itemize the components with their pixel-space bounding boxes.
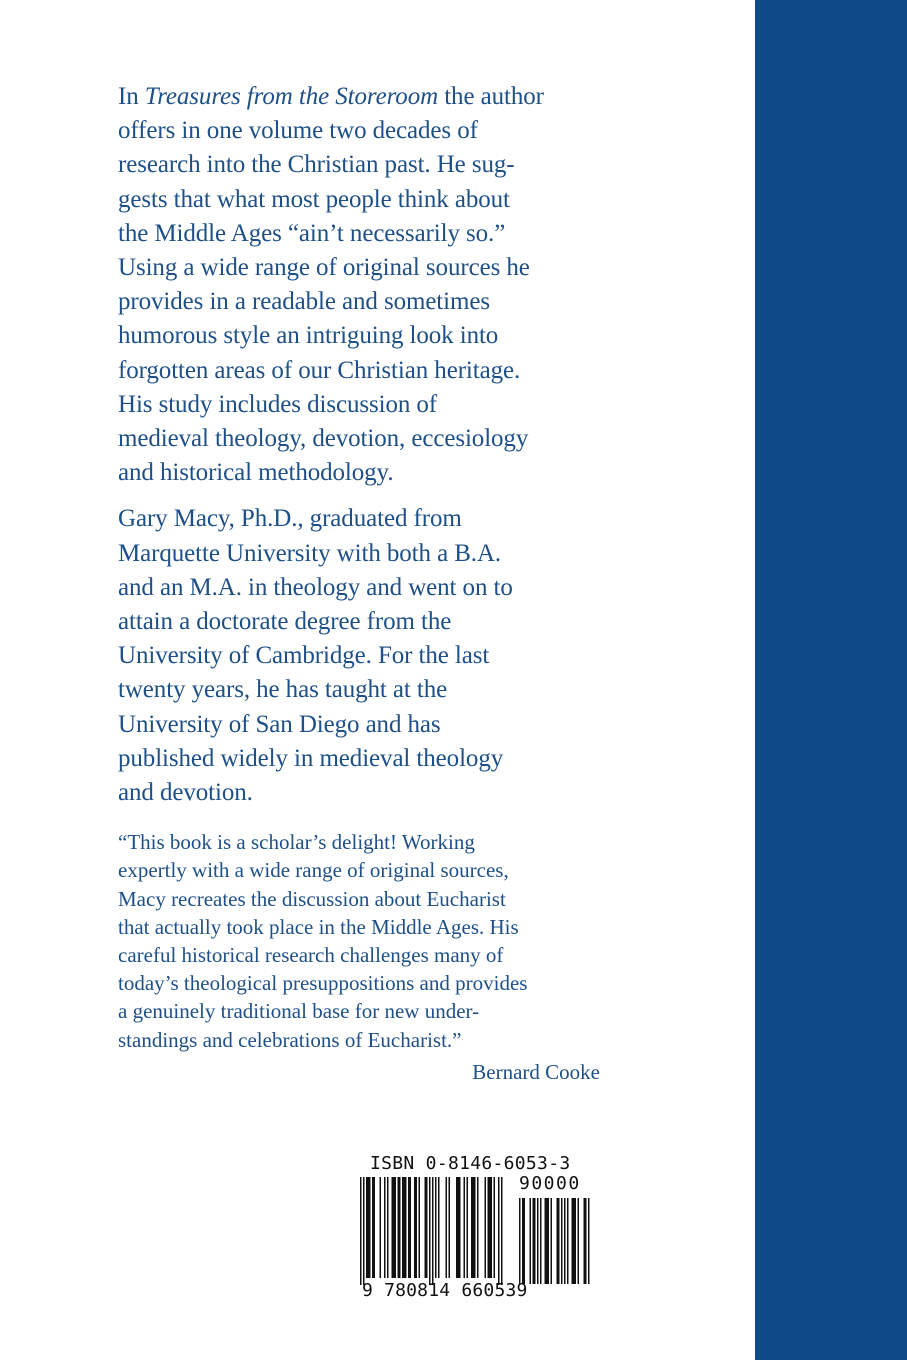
addon-bar — [537, 1198, 539, 1284]
addon-bar — [584, 1198, 587, 1284]
addon-bar — [533, 1198, 536, 1284]
price-addon-digits: 90000 — [519, 1173, 581, 1194]
quote-line: “This book is a scholar’s delight! Working — [118, 830, 475, 855]
description-line: gests that what most people think about — [118, 185, 510, 213]
addon-bar — [567, 1198, 569, 1284]
barcode-bar — [449, 1177, 451, 1278]
barcode-bar — [392, 1177, 397, 1278]
bio-line: published widely in medieval theology — [118, 744, 504, 772]
isbn-barcode — [356, 1155, 601, 1305]
bio-line: Marquette University with both a B.A. — [118, 539, 502, 567]
barcode-bar — [488, 1177, 493, 1278]
quote-line: that actually took place in the Middle Ages. His — [118, 914, 519, 939]
description-line: research into the Christian past. He sug- — [118, 151, 515, 179]
barcode-bar — [425, 1177, 428, 1278]
description-line: offers in one volume two decades of — [118, 117, 478, 145]
barcode-bar — [408, 1177, 411, 1278]
description-line: and historical methodology. — [118, 459, 394, 487]
description-line: His study includes discussion of — [118, 390, 438, 418]
quote-line: expertly with a wide range of original sources, — [118, 858, 509, 883]
barcode-bar — [380, 1177, 382, 1278]
barcode-bar — [360, 1177, 362, 1285]
addon-bar — [561, 1198, 563, 1284]
addon-bar — [551, 1198, 553, 1284]
description-line: humorous style an intriguing look into — [118, 322, 499, 350]
description-line: forgotten areas of our Christian heritage. — [118, 356, 521, 384]
barcode-bar — [438, 1177, 440, 1278]
book-title: Treasures from the Storeroom — [144, 83, 439, 110]
barcode-bar — [464, 1177, 466, 1278]
barcode-bar — [446, 1177, 448, 1278]
barcode-bar — [366, 1177, 371, 1278]
bio-line: twenty years, he has taught at the — [118, 676, 448, 704]
author-bio — [118, 502, 618, 810]
addon-bar — [557, 1198, 560, 1284]
description-line: provides in a readable and sometimes — [118, 288, 490, 316]
back-cover-text — [118, 80, 618, 1086]
description-line: the author — [438, 83, 544, 110]
barcode-bar — [477, 1177, 479, 1278]
endorsement-quote — [118, 828, 618, 1054]
barcode-bar — [419, 1177, 421, 1278]
description-line: medieval theology, devotion, eccesiology — [118, 425, 529, 453]
barcode-bar — [387, 1177, 389, 1278]
book-description — [118, 80, 618, 490]
barcode-bar — [498, 1177, 500, 1285]
bio-line: University of San Diego and has — [118, 710, 441, 738]
quote-line: standings and celebrations of Eucharist.” — [118, 1027, 462, 1052]
quote-line: careful historical research challenges many of — [118, 943, 504, 968]
description-intro: In — [118, 83, 145, 110]
spine-band — [755, 0, 907, 1360]
quote-line: a genuinely traditional base for new under- — [118, 999, 480, 1024]
addon-bar — [530, 1198, 532, 1284]
bio-line: and an M.A. in theology and went on to — [118, 573, 513, 601]
addon-bar — [545, 1198, 550, 1284]
barcode-bar — [471, 1177, 476, 1278]
barcode-bar — [456, 1177, 461, 1278]
barcode-bar — [363, 1177, 365, 1285]
bio-line: attain a doctorate degree from the — [118, 608, 452, 636]
addon-bar — [564, 1198, 566, 1284]
endorsement-attribution: Bernard Cooke — [472, 1059, 600, 1084]
barcode-bar — [402, 1177, 407, 1278]
barcode-bar — [432, 1177, 434, 1285]
barcode-bar — [429, 1177, 431, 1285]
barcode-bar — [372, 1177, 375, 1278]
isbn-label: ISBN 0-8146-6053-3 — [370, 1153, 571, 1174]
addon-bar — [578, 1198, 580, 1284]
barcode-bar — [494, 1177, 496, 1278]
barcode-bar — [485, 1177, 487, 1278]
barcode-bar — [414, 1177, 417, 1278]
addon-bar — [588, 1198, 590, 1284]
bio-line: University of Cambridge. For the last — [118, 642, 490, 670]
addon-bar — [572, 1198, 577, 1284]
barcode-bar — [501, 1177, 503, 1285]
description-line: the Middle Ages “ain’t necessarily so.” — [118, 219, 506, 247]
bio-line: and devotion. — [118, 779, 253, 807]
quote-line: Macy recreates the discussion about Eucharist — [118, 886, 506, 911]
barcode-bar — [467, 1177, 469, 1278]
barcode-bar — [435, 1177, 437, 1278]
addon-bar — [519, 1198, 521, 1284]
addon-bar — [540, 1198, 542, 1284]
addon-bar — [522, 1198, 525, 1284]
barcode-bar — [384, 1177, 386, 1278]
barcode-bar — [398, 1177, 401, 1278]
bio-line: Gary Macy, Ph.D., graduated from — [118, 505, 462, 533]
description-line: Using a wide range of original sources he — [118, 254, 530, 282]
ean-digits: 9 780814 660539 — [362, 1280, 528, 1301]
quote-line: today’s theological presuppositions and provides — [118, 971, 528, 996]
